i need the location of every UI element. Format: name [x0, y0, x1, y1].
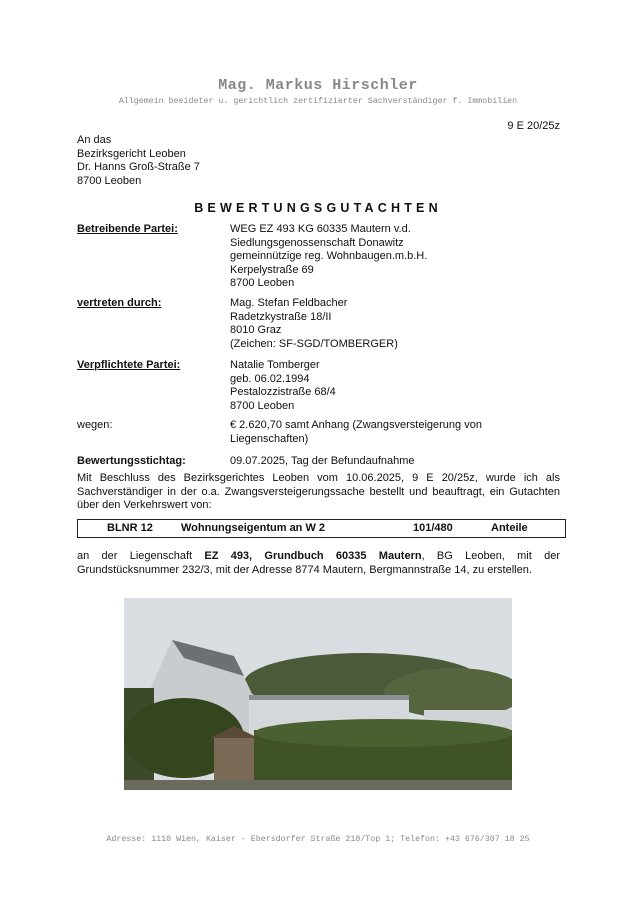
wegen-label: wegen:	[77, 419, 113, 431]
letterhead-subtitle: Allgemein beeideter u. gerichtlich zertifizierter Sachverständiger f. Immobilien	[118, 97, 518, 106]
party-line: Natalie Tomberger	[230, 359, 320, 371]
property-text: , BG Leoben, mit der Grundstücksnummer 232/3, mit der Adresse 8774 Mautern, Bergmannstraße 14, zu erstellen.	[77, 550, 560, 576]
intro-paragraph: Mit Beschluss des Bezirksgerichtes Leoben vom 10.06.2025, 9 E 20/25z, wurde ich als Sachverständiger in der o.a. Zwangsversteigerungssache bestellt und beauftragt, ein Gutachten über den Verkehrswert von:	[77, 472, 560, 512]
property-text: an der Liegenschaft	[77, 550, 205, 562]
letterhead-name: Mag. Markus Hirschler	[218, 77, 418, 94]
address-line: An das	[77, 134, 112, 146]
party-line: Siedlungsgenossenschaft Donawitz	[230, 236, 404, 249]
footer-address: Adresse: 1110 Wien, Kaiser - Ebersdorfer Straße 218/Top 1; Telefon: +43 676/307 18 25	[106, 835, 530, 844]
recipient-address	[77, 134, 200, 188]
party-line: Mag. Stefan Feldbacher	[230, 297, 348, 309]
unit-type: Wohnungseigentum an W 2	[181, 522, 326, 534]
party-line: Pestalozzistraße 68/4	[230, 386, 336, 399]
wegen-line: € 2.620,70 samt Anhang (Zwangsversteigerung von	[230, 419, 482, 431]
wegen-details	[230, 419, 482, 446]
party-line: 8010 Graz	[230, 324, 282, 337]
party-details	[230, 223, 427, 291]
party-label: Betreibende Partei:	[77, 223, 178, 235]
unit-blnr: BLNR 12	[107, 522, 153, 534]
unit-box	[77, 519, 566, 538]
obligated-party-details	[230, 359, 336, 413]
case-reference: 9 E 20/25z	[507, 120, 560, 132]
wegen-line: Liegenschaften)	[230, 432, 309, 445]
party-line: geb. 06.02.1994	[230, 372, 310, 385]
obligated-party-label: Verpflichtete Partei:	[77, 359, 181, 371]
party-line: (Zeichen: SF-SGD/TOMBERGER)	[230, 337, 398, 350]
property-paragraph	[77, 550, 560, 577]
property-photo	[124, 598, 512, 790]
unit-share-label: Anteile	[491, 522, 528, 534]
party-line: 8700 Leoben	[230, 399, 295, 412]
stichtag-label: Bewertungsstichtag:	[77, 455, 186, 467]
party-line: Kerpelystraße 69	[230, 263, 314, 276]
house-photo-illustration	[124, 598, 512, 790]
document-title: BEWERTUNGSGUTACHTEN	[194, 201, 442, 215]
representative-label: vertreten durch:	[77, 297, 162, 309]
address-line: Bezirksgericht Leoben	[77, 147, 186, 160]
party-line: 8700 Leoben	[230, 277, 295, 290]
property-ez: EZ 493, Grundbuch 60335 Mautern	[204, 550, 422, 562]
stichtag-value: 09.07.2025, Tag der Befundaufnahme	[230, 455, 415, 467]
address-line: Dr. Hanns Groß-Straße 7	[77, 161, 200, 174]
party-line: WEG EZ 493 KG 60335 Mautern v.d.	[230, 223, 411, 235]
representative-details	[230, 297, 398, 351]
party-line: Radetzkystraße 18/II	[230, 310, 332, 323]
unit-share: 101/480	[413, 522, 453, 534]
address-line: 8700 Leoben	[77, 174, 142, 187]
party-line: gemeinnützige reg. Wohnbaugen.m.b.H.	[230, 250, 428, 263]
